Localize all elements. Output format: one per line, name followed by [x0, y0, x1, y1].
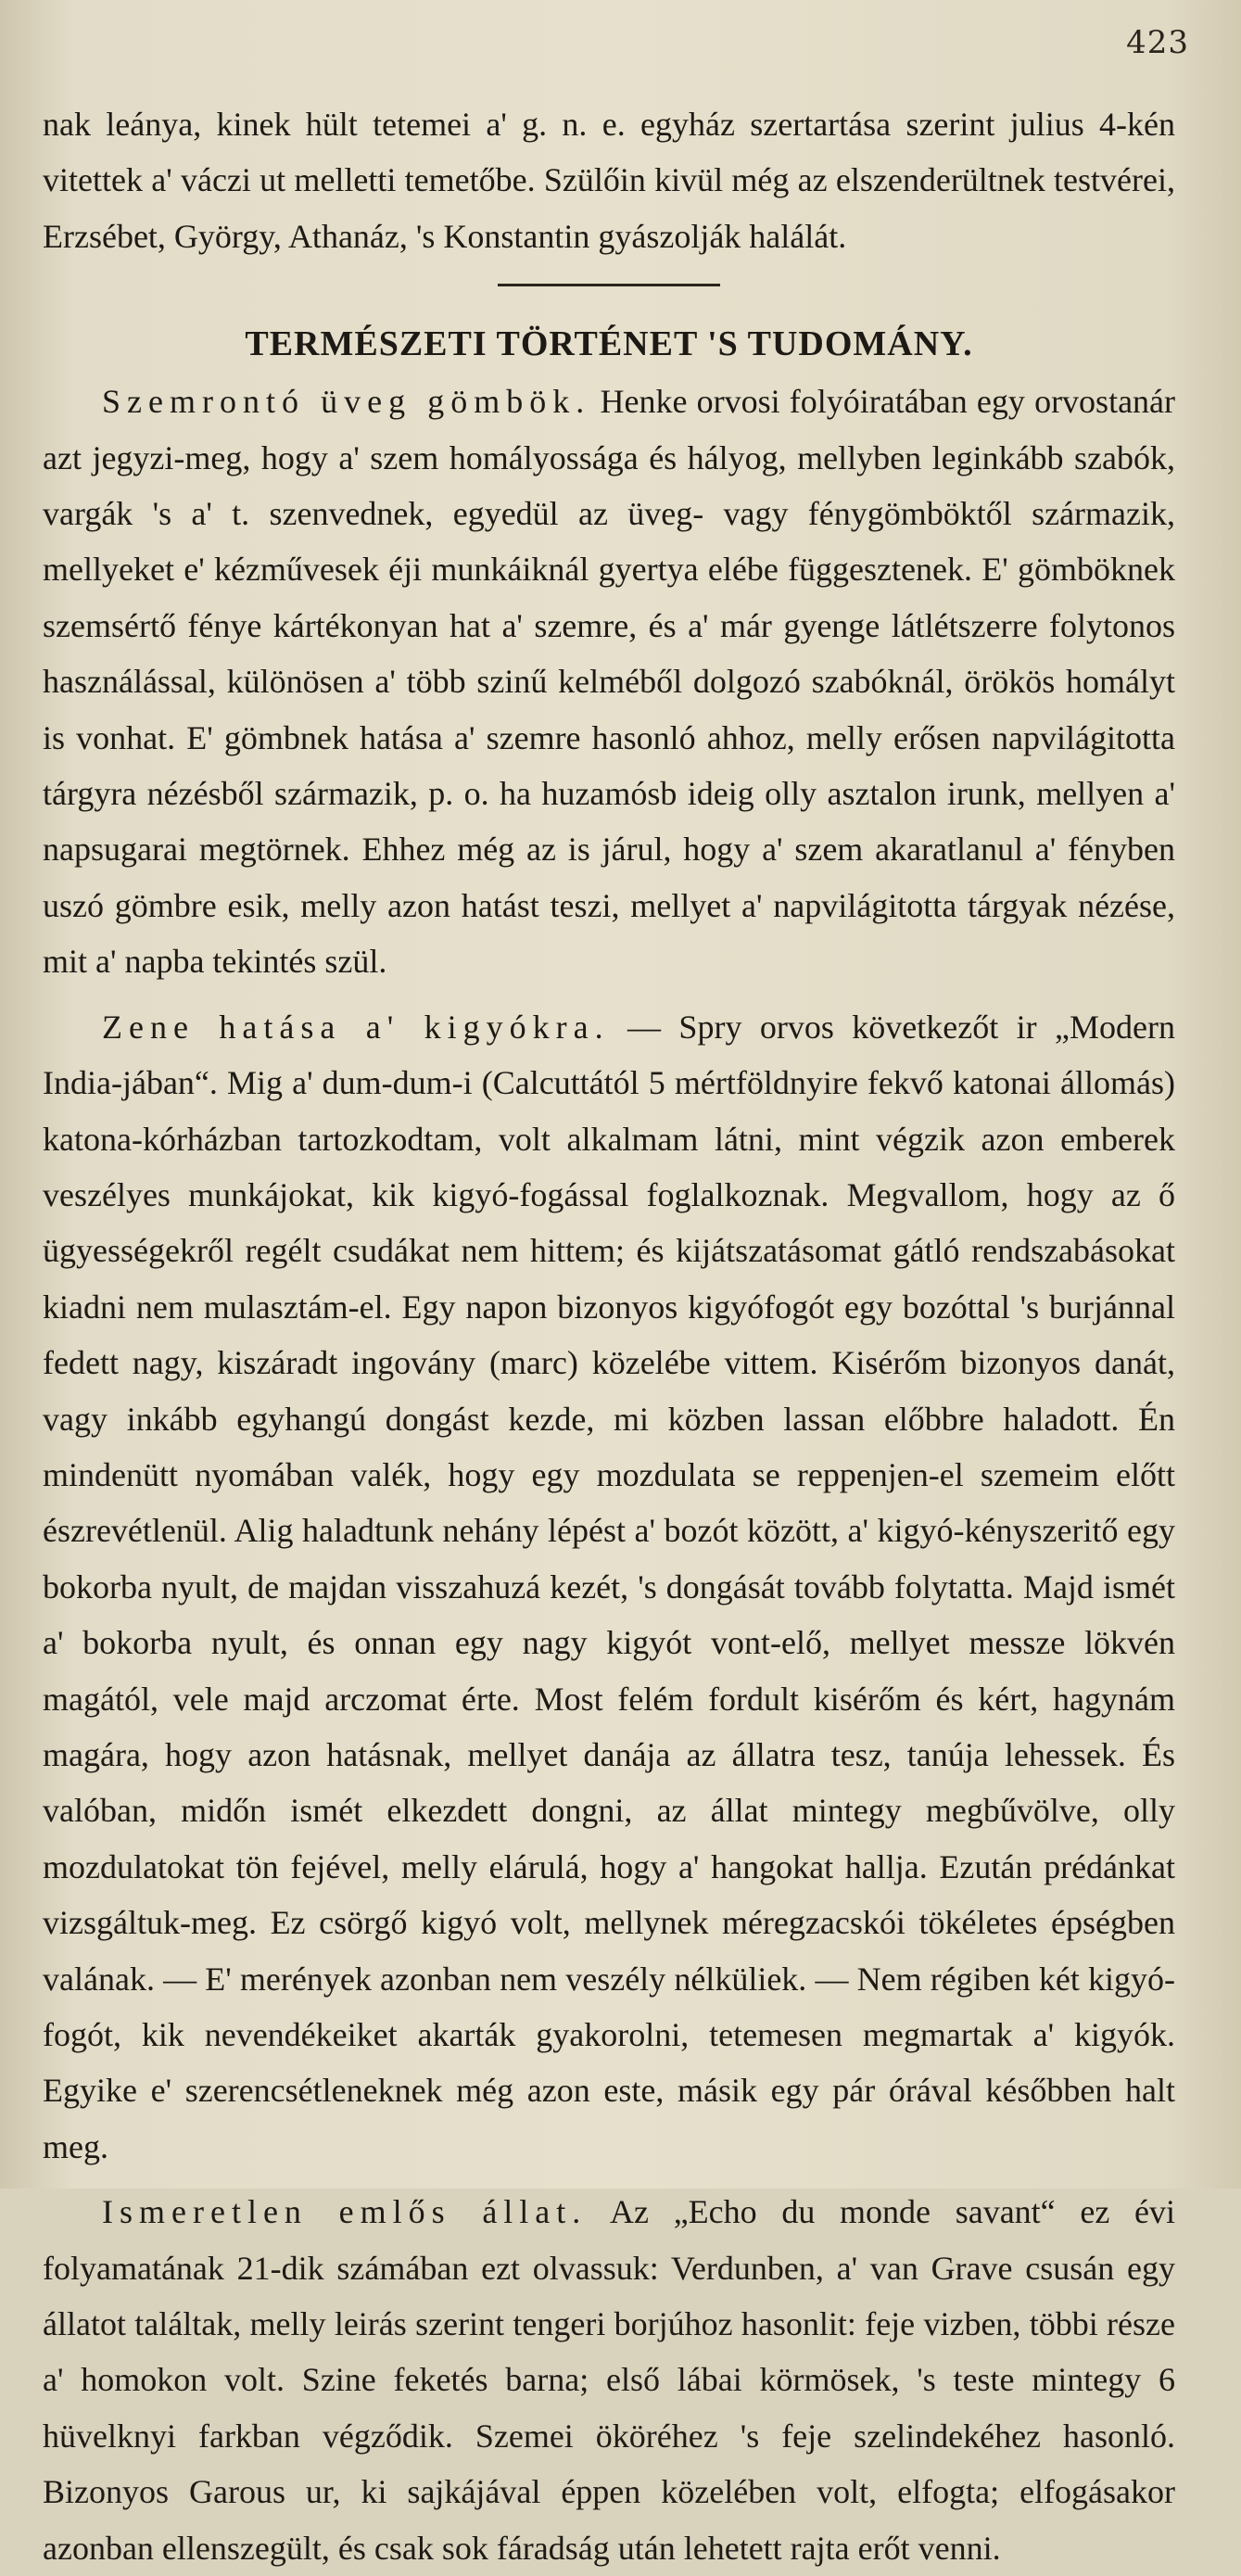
- page-number: 423: [1126, 24, 1189, 61]
- article-2: [43, 999, 1175, 2176]
- article-3-body: Az „Echo du monde savant“ ez évi folyamatának 21-dik számában ezt olvassuk: Verdunben, a' van Grave csusán egy állatot találtak, melly leirás szerint tengeri borjúhoz hasonlit: feje vizben, többi része a' homokon volt. Szine feketés barna; első lábai körmösek, 's teste mintegy 6 hüvelknyi farkban végződik. Szemei ököréhez 's feje szelindekéhez hasonló. Bizonyos Garous ur, ki sajkájával éppen közelében volt, elfogta; elfogásakor azonban ellenszegült, és csak sok fáradság után lehetett rajta erőt venni.: [43, 2193, 1176, 2567]
- section-divider: [498, 284, 720, 286]
- page-text: [43, 96, 1175, 2576]
- article-2-heading: Zene hatása a' kigyókra.: [102, 1008, 610, 1046]
- section-title: TERMÉSZETI TÖRTÉNET 'S TUDOMÁNY.: [245, 324, 973, 364]
- intro-paragraph: nak leánya, kinek hült tetemei a' g. n. e. egyház szertartása szerint julius 4-kén vitettek a' váczi ut melletti temetőbe. Szülőin kivül még az elszenderültnek testvérei, Erzsébet, György, Athanáz, 's Konstantin gyászolják halálát.: [43, 106, 1175, 255]
- article-1-body: Henke orvosi folyóiratában egy orvostanár azt jegyzi-meg, hogy a' szem homályossága és hályog, mellyben leginkább szabók, vargák 's a' t. szenvednek, egyedül az üveg- vagy fénygömböktől származik, mellyeket e' kézművesek éji munkáiknál gyertya elébe függesztenek. E' gömböknek szemsértő fénye kártékonyan hat a' szemre, és a' már gyenge látlétszerre folytonos használással, különösen a' több szinű kelméből dolgozó szabóknál, örökös homályt is vonhat. E' gömbnek hatása a' szemre hasonló ahhoz, melly erősen napvilágitotta tárgyra nézésből származik, p. o. ha huzamósb ideig olly asztalon irunk, mellyen a' napsugarai megtörnek. Ehhez még az is járul, hogy a' szem akaratlanul a' fényben uszó gömbre esik, melly azon hatást teszi, mellyet a' napvilágitotta tárgyak nézése, mit a' napba tekintés szül.: [43, 383, 1176, 981]
- article-3-heading: Ismeretlen emlős állat.: [102, 2193, 588, 2231]
- article-gap: [43, 2175, 1175, 2184]
- article-1: [43, 374, 1175, 989]
- article-1-heading: Szemrontó üveg gömbök.: [102, 383, 591, 421]
- article-2-body: — Spry orvos következőt ir „Modern India-jában“. Mig a' dum-dum-i (Calcuttától 5 mértföldnyire fekvő katonai állomás) katona-kórházban tartozkodtam, volt alkalmam látni, mint végzik azon emberek veszélyes munkájokat, kik kigyó-fogással foglalkoznak. Megvallom, hogy az ő ügyességekről regélt csudákat nem hittem; és kijátszatásomat gátló rendszabásokat kiadni nem mulasztám-el. Egy napon bizonyos kigyófogót egy bozóttal 's burjánnal fedett nagy, kiszáradt ingovány (marc) közelébe vittem. Kisérőm bizonyos danát, vagy inkább egyhangú dongást kezde, mi közben lassan előbbre haladott. Én mindenütt nyomában valék, hogy egy mozdulata se reppenjen-el szemeim előtt észrevétlenül. Alig haladtunk nehány lépést a' bozót között, a' kigyó-kényszeritő egy bokorba nyult, de majdan visszahuzá kezét, 's dongását tovább folytatta. Majd ismét a' bokorba nyult, és onnan egy nagy kigyót vont-elő, mellyet messze lökvén magától, vele majd arczomat érte. Most felém fordult kisérőm és kért, hagynám magára, hogy azon hatásnak, mellyet danája az állatra tesz, tanúja lehessek. És valóban, midőn ismét elkezdett dongni, az állat mintegy megbűvölve, olly mozdulatokat tön fejével, melly elárulá, hogy a' hangokat hallja. Ezután prédánkat vizsgáltuk-meg. Ez csörgő kigyó volt, mellynek méregzacskói tökéletes épségben valának. — E' merények azonban nem veszély nélküliek. — Nem régiben két kigyó-fogót, kik nevendékeiket akarták gyakorolni, tetemesen megmartak a' kigyók. Egyike e' szerencsétleneknek még azon este, másik egy pár órával későbben halt meg.: [43, 1008, 1176, 2165]
- article-3: [43, 2184, 1175, 2576]
- article-gap: [43, 990, 1175, 999]
